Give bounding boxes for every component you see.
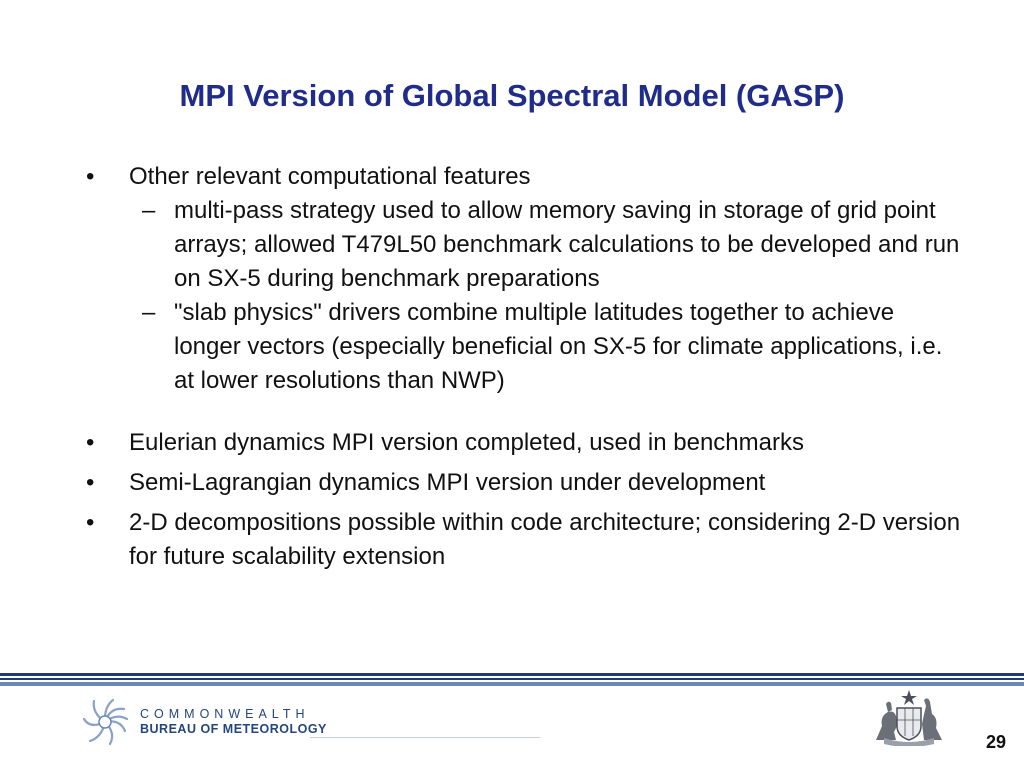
footer-divider — [310, 737, 540, 738]
slide-title: MPI Version of Global Spectral Model (GASP) — [179, 78, 845, 113]
footer-rule-middle — [0, 678, 1024, 680]
bom-swirl-logo-icon — [80, 697, 130, 747]
sub-bullet-item — [86, 296, 966, 398]
bullet-text: Eulerian dynamics MPI version completed, used in benchmarks — [129, 429, 804, 456]
bullet-marker: • — [86, 469, 95, 496]
bullet-marker: • — [86, 163, 95, 190]
bullet-text: 2-D decompositions possible within code architecture; considering 2-D version for future scalability extension — [129, 509, 961, 570]
sub-bullet-text: "slab physics" drivers combine multiple latitudes together to achieve longer vectors (especially beneficial on SX-5 for climate applications, i.e. at lower resolutions than NWP) — [174, 299, 943, 394]
bullet-item — [86, 506, 966, 574]
page-number: 29 — [986, 732, 1007, 752]
sub-bullet-marker: – — [142, 299, 156, 326]
bullet-text: Semi-Lagrangian dynamics MPI version under development — [129, 469, 766, 496]
footer-rule-bottom — [0, 682, 1024, 686]
bullet-text: Other relevant computational features — [129, 163, 531, 190]
bullet-marker: • — [86, 509, 95, 536]
sub-bullet-marker: – — [142, 197, 156, 224]
org-name-line1: COMMONWEALTH — [140, 707, 310, 721]
bullet-item — [86, 160, 966, 194]
footer-rule-top — [0, 673, 1024, 676]
org-name — [140, 707, 327, 737]
sub-bullet-text: multi-pass strategy used to allow memory saving in storage of grid point arrays; allowed T479L50 benchmark calculations to be developed and run on SX-5 during benchmark preparations — [174, 197, 960, 292]
bullet-marker: • — [86, 429, 95, 456]
org-name-line2: BUREAU OF METEOROLOGY — [140, 722, 327, 736]
bullet-item — [86, 426, 966, 460]
sub-bullet-item — [86, 194, 966, 296]
bullet-item — [86, 466, 966, 500]
coat-of-arms-icon — [868, 688, 950, 746]
slide-body — [86, 160, 966, 574]
